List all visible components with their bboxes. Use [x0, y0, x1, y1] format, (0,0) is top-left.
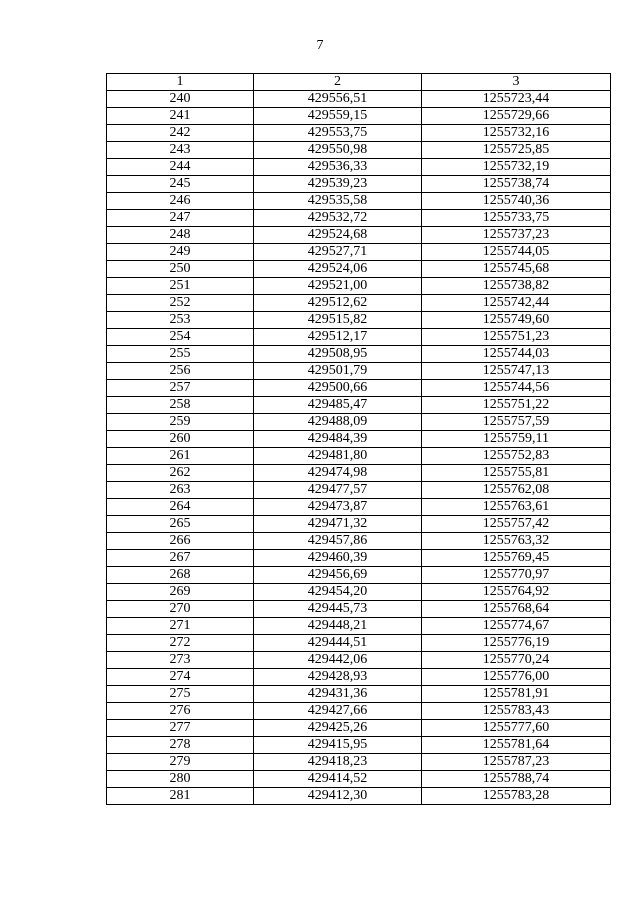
x-coordinate-cell: 429454,20: [254, 584, 422, 601]
page-number: 7: [316, 38, 324, 53]
table-row: [107, 125, 611, 142]
column-header-3: 3: [422, 74, 611, 91]
y-coordinate-cell: 1255747,13: [422, 363, 611, 380]
point-number-cell: 255: [107, 346, 254, 363]
x-coordinate-cell: 429553,75: [254, 125, 422, 142]
y-coordinate-cell: 1255781,64: [422, 737, 611, 754]
point-number-cell: 251: [107, 278, 254, 295]
table-row: [107, 91, 611, 108]
point-number-cell: 273: [107, 652, 254, 669]
x-coordinate-cell: 429559,15: [254, 108, 422, 125]
y-coordinate-cell: 1255776,00: [422, 669, 611, 686]
table-row: [107, 295, 611, 312]
x-coordinate-cell: 429444,51: [254, 635, 422, 652]
y-coordinate-cell: 1255751,22: [422, 397, 611, 414]
table-row: [107, 414, 611, 431]
y-coordinate-cell: 1255783,28: [422, 788, 611, 805]
table-row: [107, 278, 611, 295]
y-coordinate-cell: 1255764,92: [422, 584, 611, 601]
point-number-cell: 242: [107, 125, 254, 142]
x-coordinate-cell: 429427,66: [254, 703, 422, 720]
y-coordinate-cell: 1255751,23: [422, 329, 611, 346]
y-coordinate-cell: 1255757,59: [422, 414, 611, 431]
x-coordinate-cell: 429488,09: [254, 414, 422, 431]
point-number-cell: 271: [107, 618, 254, 635]
x-coordinate-cell: 429515,82: [254, 312, 422, 329]
y-coordinate-cell: 1255777,60: [422, 720, 611, 737]
point-number-cell: 244: [107, 159, 254, 176]
y-coordinate-cell: 1255787,23: [422, 754, 611, 771]
x-coordinate-cell: 429473,87: [254, 499, 422, 516]
table-row: [107, 499, 611, 516]
table-row: [107, 312, 611, 329]
point-number-cell: 246: [107, 193, 254, 210]
x-coordinate-cell: 429456,69: [254, 567, 422, 584]
x-coordinate-cell: 429460,39: [254, 550, 422, 567]
x-coordinate-cell: 429484,39: [254, 431, 422, 448]
y-coordinate-cell: 1255742,44: [422, 295, 611, 312]
table-row: [107, 516, 611, 533]
table-row: [107, 601, 611, 618]
y-coordinate-cell: 1255759,11: [422, 431, 611, 448]
point-number-cell: 247: [107, 210, 254, 227]
table-row: [107, 686, 611, 703]
point-number-cell: 276: [107, 703, 254, 720]
point-number-cell: 249: [107, 244, 254, 261]
point-number-cell: 272: [107, 635, 254, 652]
table-row: [107, 550, 611, 567]
table-row: [107, 635, 611, 652]
y-coordinate-cell: 1255788,74: [422, 771, 611, 788]
point-number-cell: 256: [107, 363, 254, 380]
table-row: [107, 567, 611, 584]
y-coordinate-cell: 1255755,81: [422, 465, 611, 482]
x-coordinate-cell: 429445,73: [254, 601, 422, 618]
x-coordinate-cell: 429508,95: [254, 346, 422, 363]
y-coordinate-cell: 1255770,97: [422, 567, 611, 584]
table-row: [107, 380, 611, 397]
x-coordinate-cell: 429532,72: [254, 210, 422, 227]
y-coordinate-cell: 1255752,83: [422, 448, 611, 465]
x-coordinate-cell: 429527,71: [254, 244, 422, 261]
table-row: [107, 108, 611, 125]
table-row: [107, 346, 611, 363]
point-number-cell: 240: [107, 91, 254, 108]
table-row: [107, 788, 611, 805]
y-coordinate-cell: 1255729,66: [422, 108, 611, 125]
table-row: [107, 397, 611, 414]
x-coordinate-cell: 429425,26: [254, 720, 422, 737]
table-row: [107, 533, 611, 550]
point-number-cell: 259: [107, 414, 254, 431]
table-row: [107, 482, 611, 499]
y-coordinate-cell: 1255737,23: [422, 227, 611, 244]
y-coordinate-cell: 1255744,03: [422, 346, 611, 363]
point-number-cell: 277: [107, 720, 254, 737]
table-row: [107, 193, 611, 210]
point-number-cell: 245: [107, 176, 254, 193]
y-coordinate-cell: 1255749,60: [422, 312, 611, 329]
point-number-cell: 279: [107, 754, 254, 771]
y-coordinate-cell: 1255732,16: [422, 125, 611, 142]
table-row: [107, 329, 611, 346]
table-row: [107, 584, 611, 601]
x-coordinate-cell: 429448,21: [254, 618, 422, 635]
column-header-2: 2: [254, 74, 422, 91]
table-header-row: [107, 74, 611, 91]
x-coordinate-cell: 429501,79: [254, 363, 422, 380]
column-header-1: 1: [107, 74, 254, 91]
point-number-cell: 248: [107, 227, 254, 244]
point-number-cell: 254: [107, 329, 254, 346]
x-coordinate-cell: 429477,57: [254, 482, 422, 499]
x-coordinate-cell: 429474,98: [254, 465, 422, 482]
y-coordinate-cell: 1255738,74: [422, 176, 611, 193]
point-number-cell: 257: [107, 380, 254, 397]
table-row: [107, 142, 611, 159]
y-coordinate-cell: 1255732,19: [422, 159, 611, 176]
table-row: [107, 261, 611, 278]
table-row: [107, 652, 611, 669]
table-row: [107, 176, 611, 193]
table-body: [107, 91, 611, 805]
y-coordinate-cell: 1255733,75: [422, 210, 611, 227]
table-row: [107, 618, 611, 635]
y-coordinate-cell: 1255763,32: [422, 533, 611, 550]
x-coordinate-cell: 429550,98: [254, 142, 422, 159]
point-number-cell: 253: [107, 312, 254, 329]
y-coordinate-cell: 1255781,91: [422, 686, 611, 703]
point-number-cell: 265: [107, 516, 254, 533]
x-coordinate-cell: 429481,80: [254, 448, 422, 465]
x-coordinate-cell: 429471,32: [254, 516, 422, 533]
y-coordinate-cell: 1255723,44: [422, 91, 611, 108]
point-number-cell: 278: [107, 737, 254, 754]
y-coordinate-cell: 1255740,36: [422, 193, 611, 210]
x-coordinate-cell: 429524,68: [254, 227, 422, 244]
y-coordinate-cell: 1255770,24: [422, 652, 611, 669]
table-row: [107, 754, 611, 771]
point-number-cell: 267: [107, 550, 254, 567]
table-row: [107, 465, 611, 482]
point-number-cell: 280: [107, 771, 254, 788]
point-number-cell: 270: [107, 601, 254, 618]
y-coordinate-cell: 1255763,61: [422, 499, 611, 516]
x-coordinate-cell: 429536,33: [254, 159, 422, 176]
point-number-cell: 250: [107, 261, 254, 278]
x-coordinate-cell: 429418,23: [254, 754, 422, 771]
coordinates-table: [106, 73, 611, 805]
table-row: [107, 669, 611, 686]
x-coordinate-cell: 429457,86: [254, 533, 422, 550]
point-number-cell: 281: [107, 788, 254, 805]
x-coordinate-cell: 429500,66: [254, 380, 422, 397]
y-coordinate-cell: 1255769,45: [422, 550, 611, 567]
x-coordinate-cell: 429485,47: [254, 397, 422, 414]
table-row: [107, 720, 611, 737]
y-coordinate-cell: 1255744,05: [422, 244, 611, 261]
table-row: [107, 737, 611, 754]
y-coordinate-cell: 1255725,85: [422, 142, 611, 159]
table-row: [107, 703, 611, 720]
point-number-cell: 241: [107, 108, 254, 125]
point-number-cell: 275: [107, 686, 254, 703]
x-coordinate-cell: 429535,58: [254, 193, 422, 210]
x-coordinate-cell: 429524,06: [254, 261, 422, 278]
y-coordinate-cell: 1255745,68: [422, 261, 611, 278]
table-row: [107, 363, 611, 380]
y-coordinate-cell: 1255776,19: [422, 635, 611, 652]
x-coordinate-cell: 429512,17: [254, 329, 422, 346]
x-coordinate-cell: 429442,06: [254, 652, 422, 669]
table-row: [107, 771, 611, 788]
x-coordinate-cell: 429412,30: [254, 788, 422, 805]
point-number-cell: 252: [107, 295, 254, 312]
point-number-cell: 260: [107, 431, 254, 448]
table-row: [107, 431, 611, 448]
point-number-cell: 243: [107, 142, 254, 159]
y-coordinate-cell: 1255768,64: [422, 601, 611, 618]
point-number-cell: 261: [107, 448, 254, 465]
table-row: [107, 244, 611, 261]
point-number-cell: 262: [107, 465, 254, 482]
x-coordinate-cell: 429431,36: [254, 686, 422, 703]
x-coordinate-cell: 429556,51: [254, 91, 422, 108]
point-number-cell: 263: [107, 482, 254, 499]
y-coordinate-cell: 1255774,67: [422, 618, 611, 635]
y-coordinate-cell: 1255744,56: [422, 380, 611, 397]
table-row: [107, 159, 611, 176]
y-coordinate-cell: 1255757,42: [422, 516, 611, 533]
x-coordinate-cell: 429414,52: [254, 771, 422, 788]
point-number-cell: 266: [107, 533, 254, 550]
x-coordinate-cell: 429521,00: [254, 278, 422, 295]
point-number-cell: 268: [107, 567, 254, 584]
table-row: [107, 448, 611, 465]
point-number-cell: 264: [107, 499, 254, 516]
y-coordinate-cell: 1255738,82: [422, 278, 611, 295]
table-row: [107, 227, 611, 244]
x-coordinate-cell: 429415,95: [254, 737, 422, 754]
point-number-cell: 274: [107, 669, 254, 686]
y-coordinate-cell: 1255783,43: [422, 703, 611, 720]
table-row: [107, 210, 611, 227]
y-coordinate-cell: 1255762,08: [422, 482, 611, 499]
point-number-cell: 269: [107, 584, 254, 601]
x-coordinate-cell: 429512,62: [254, 295, 422, 312]
x-coordinate-cell: 429428,93: [254, 669, 422, 686]
point-number-cell: 258: [107, 397, 254, 414]
x-coordinate-cell: 429539,23: [254, 176, 422, 193]
